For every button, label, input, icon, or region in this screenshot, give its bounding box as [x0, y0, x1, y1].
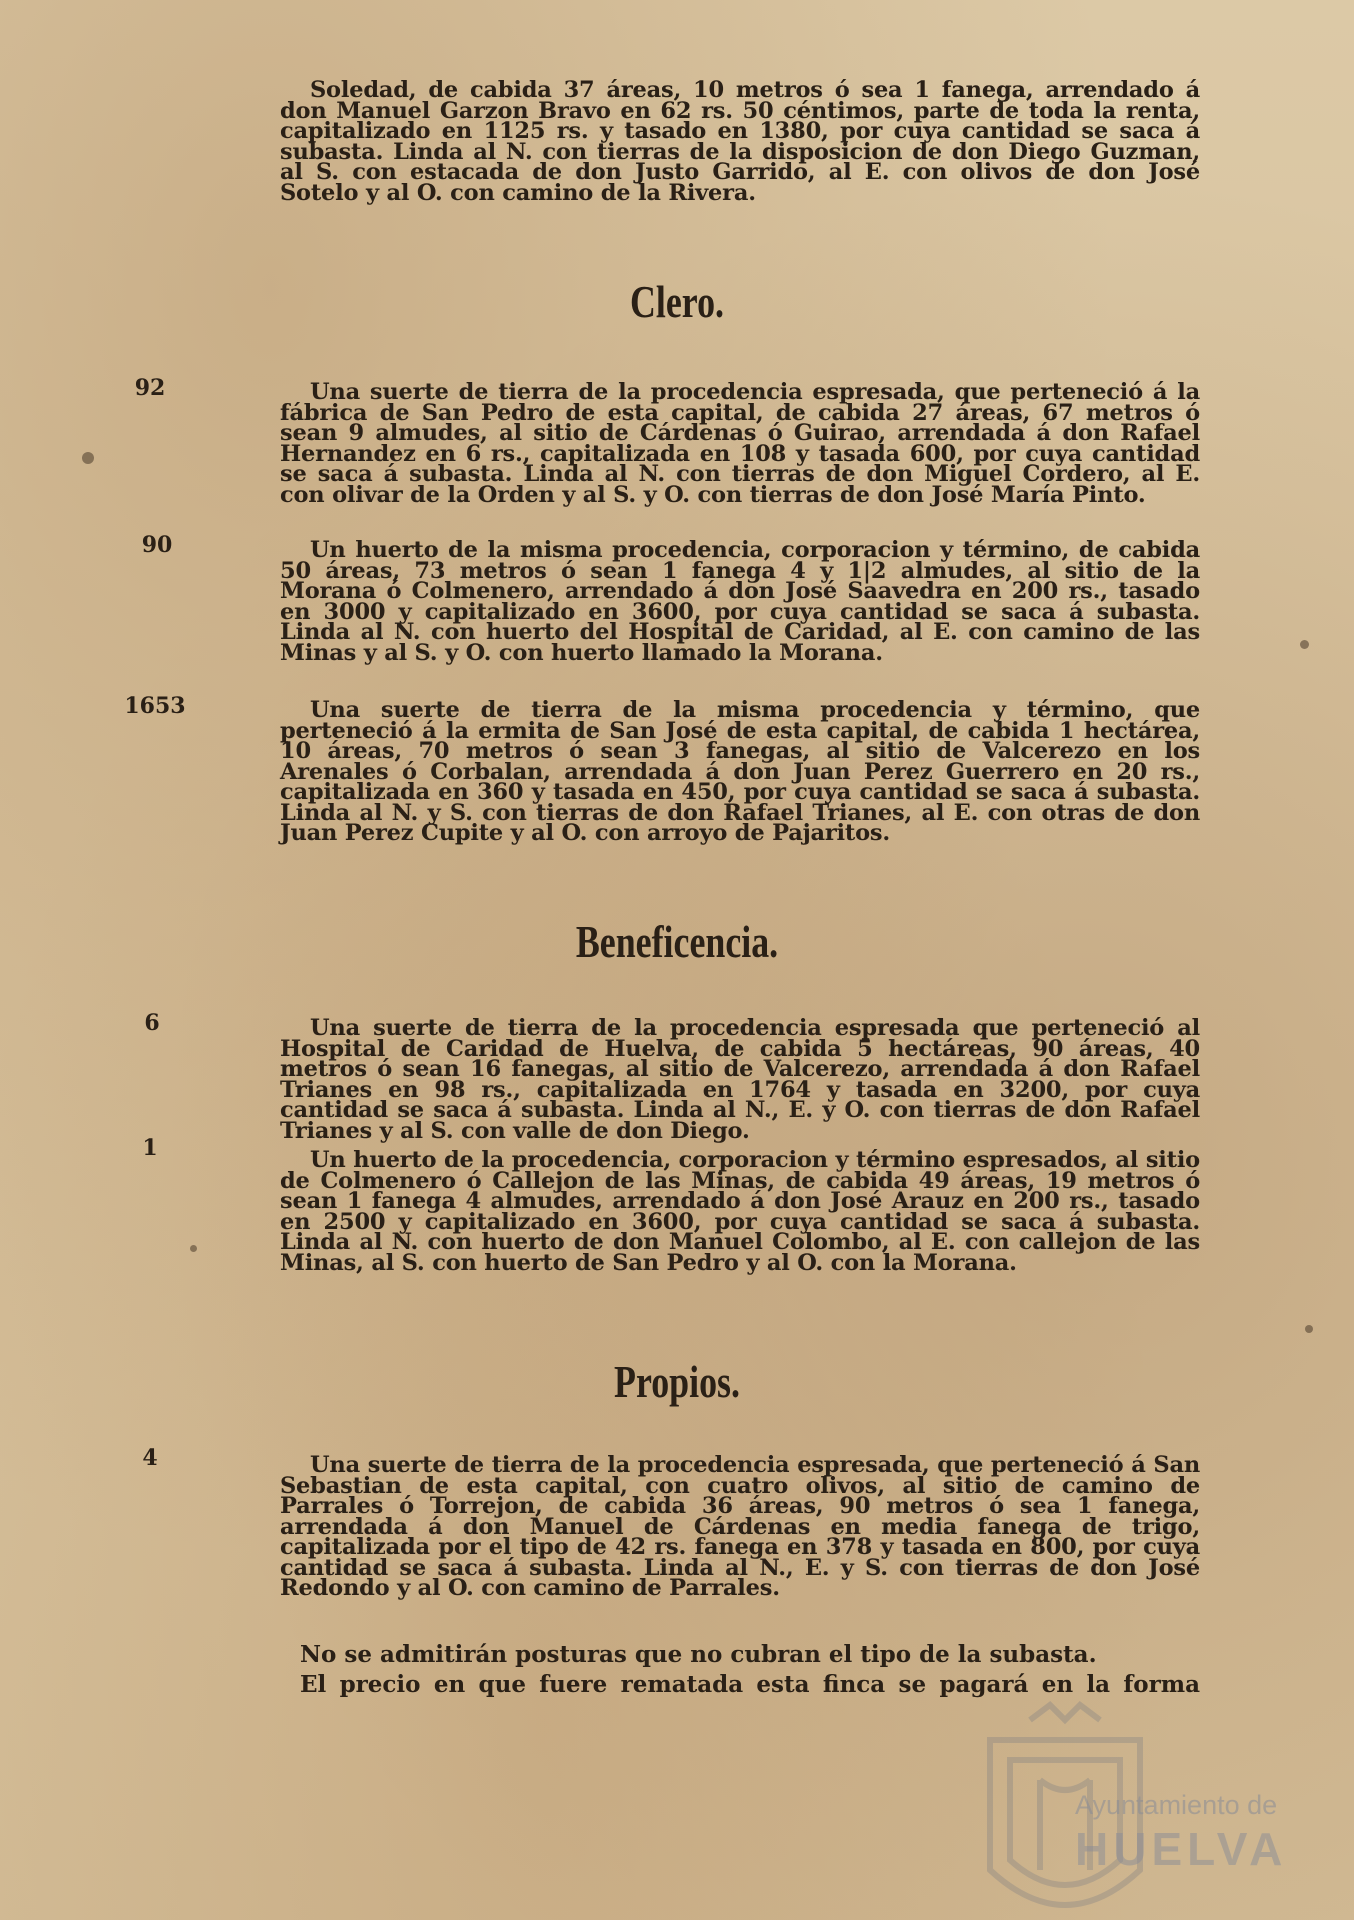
stain-spot: [82, 452, 94, 464]
stain-spot: [190, 1245, 197, 1252]
entry-number: 90: [141, 532, 173, 558]
stain-spot: [1305, 1325, 1313, 1333]
section-heading-clero: Clero.: [629, 276, 724, 327]
intro-paragraph: Soledad, de cabida 37 áreas, 10 metros ó sea 1 fanega, arrendado á don Manuel Garzon Bravo en 62 rs. 50 céntimos, parte de toda la renta, capitalizado en 1125 rs. y tasado en 1380, por cuya cantidad se saca á subasta. Linda al N. con tierras de la disposicion de don Diego Guzman, al S. con estacada de don Justo Garrido, al E. con olivos de don José Sotelo y al O. con camino de la Rivera.: [280, 77, 1200, 206]
entry-text: Una suerte de tierra de la procedencia espresada, que perteneció á San Sebastian de esta capital, con cuatro olivos, al sitio de camino de Parrales ó Torrejon, de cabida 36 áreas, 90 metros ó sea 1 fanega, arrendada á don Manuel de Cárdenas en media fanega de trigo, capitalizada por el tipo de 42 rs. fanega en 378 y tasada en 800, por cuya cantidad se saca á subasta. Linda al N., E. y S. con tierras de don José Redondo y al O. con camino de Parrales.: [280, 1452, 1200, 1601]
entry-number: 4: [142, 1445, 158, 1471]
section-heading-beneficencia: Beneficencia.: [575, 916, 779, 967]
entry-number: 92: [134, 375, 166, 401]
watermark-line1: Ayuntamiento de: [1075, 1790, 1278, 1820]
entry-text: Un huerto de la misma procedencia, corporacion y término, de cabida 50 áreas, 73 metros ó sean 1 fanega 4 y 1|2 almudes, al sitio de la Morana ó Colmenero, arrendado á don José Saavedra en 200 rs., tasado en 3000 y capitalizado en 3600, por cuya cantidad se saca á subasta. Linda al N. con huerto del Hospital de Caridad, al E. con camino de las Minas y al S. y O. con huerto llamado la Morana.: [280, 537, 1200, 666]
entry-text: Una suerte de tierra de la procedencia espresada, que perteneció á la fábrica de San Pedro de esta capital, de cabida 27 áreas, 67 metros ó sean 9 almudes, al sitio de Cárdenas ó Guirao, arrendada á don Rafael Hernandez en 6 rs., capitalizada en 108 y tasada 600, por cuya cantidad se saca á subasta. Linda al N. con tierras de don Miguel Cordero, al E. con olivar de la Orden y al S. y O. con tierras de don José María Pinto.: [280, 379, 1200, 508]
closing-line: El precio en que fuere rematada esta finca se pagará en la forma: [300, 1671, 1200, 1698]
section-heading-propios: Propios.: [614, 1356, 740, 1407]
stain-spot: [1300, 640, 1309, 649]
entry-text: Una suerte de tierra de la misma procedencia y término, que perteneció á la ermita de San José de esta capital, de cabida 1 hectárea, 10 áreas, 70 metros ó sean 3 fanegas, al sitio de Valcerezo en los Arenales ó Corbalan, arrendada á don Juan Perez Guerrero en 20 rs., capitalizada en 360 y tasada en 450, por cuya cantidad se saca á subasta. Linda al N. y S. con tierras de don Rafael Trianes, al E. con otras de don Juan Perez Cupite y al O. con arroyo de Pajaritos.: [280, 697, 1200, 846]
closing-line: No se admitirán posturas que no cubran el tipo de la subasta.: [300, 1641, 1097, 1668]
entry-number: 6: [144, 1010, 160, 1036]
closing-text: [300, 1640, 1200, 1700]
entry-number: 1: [142, 1135, 158, 1161]
entry-text: Un huerto de la procedencia, corporacion y término espresados, al sitio de Colmenero ó Callejon de las Minas, de cabida 49 áreas, 19 metros ó sean 1 fanega 4 almudes, arrendado á don José Arauz en 200 rs., tasado en 2500 y capitalizado en 3600, por cuya cantidad se saca á subasta. Linda al N. con huerto de don Manuel Colombo, al E. con callejon de las Minas, al S. con huerto de San Pedro y al O. con la Morana.: [280, 1147, 1200, 1276]
entry-text: Una suerte de tierra de la procedencia espresada que perteneció al Hospital de Caridad de Huelva, de cabida 5 hectáreas, 90 áreas, 40 metros ó sean 16 fanegas, al sitio de Valcerezo, arrendada á don Rafael Trianes en 98 rs., capitalizada en 1764 y tasada en 3200, por cuya cantidad se saca á subasta. Linda al N., E. y O. con tierras de don Rafael Trianes y al S. con valle de don Diego.: [280, 1015, 1200, 1144]
watermark-line2: HUELVA: [1075, 1823, 1288, 1875]
entry-number: 1653: [124, 693, 186, 719]
